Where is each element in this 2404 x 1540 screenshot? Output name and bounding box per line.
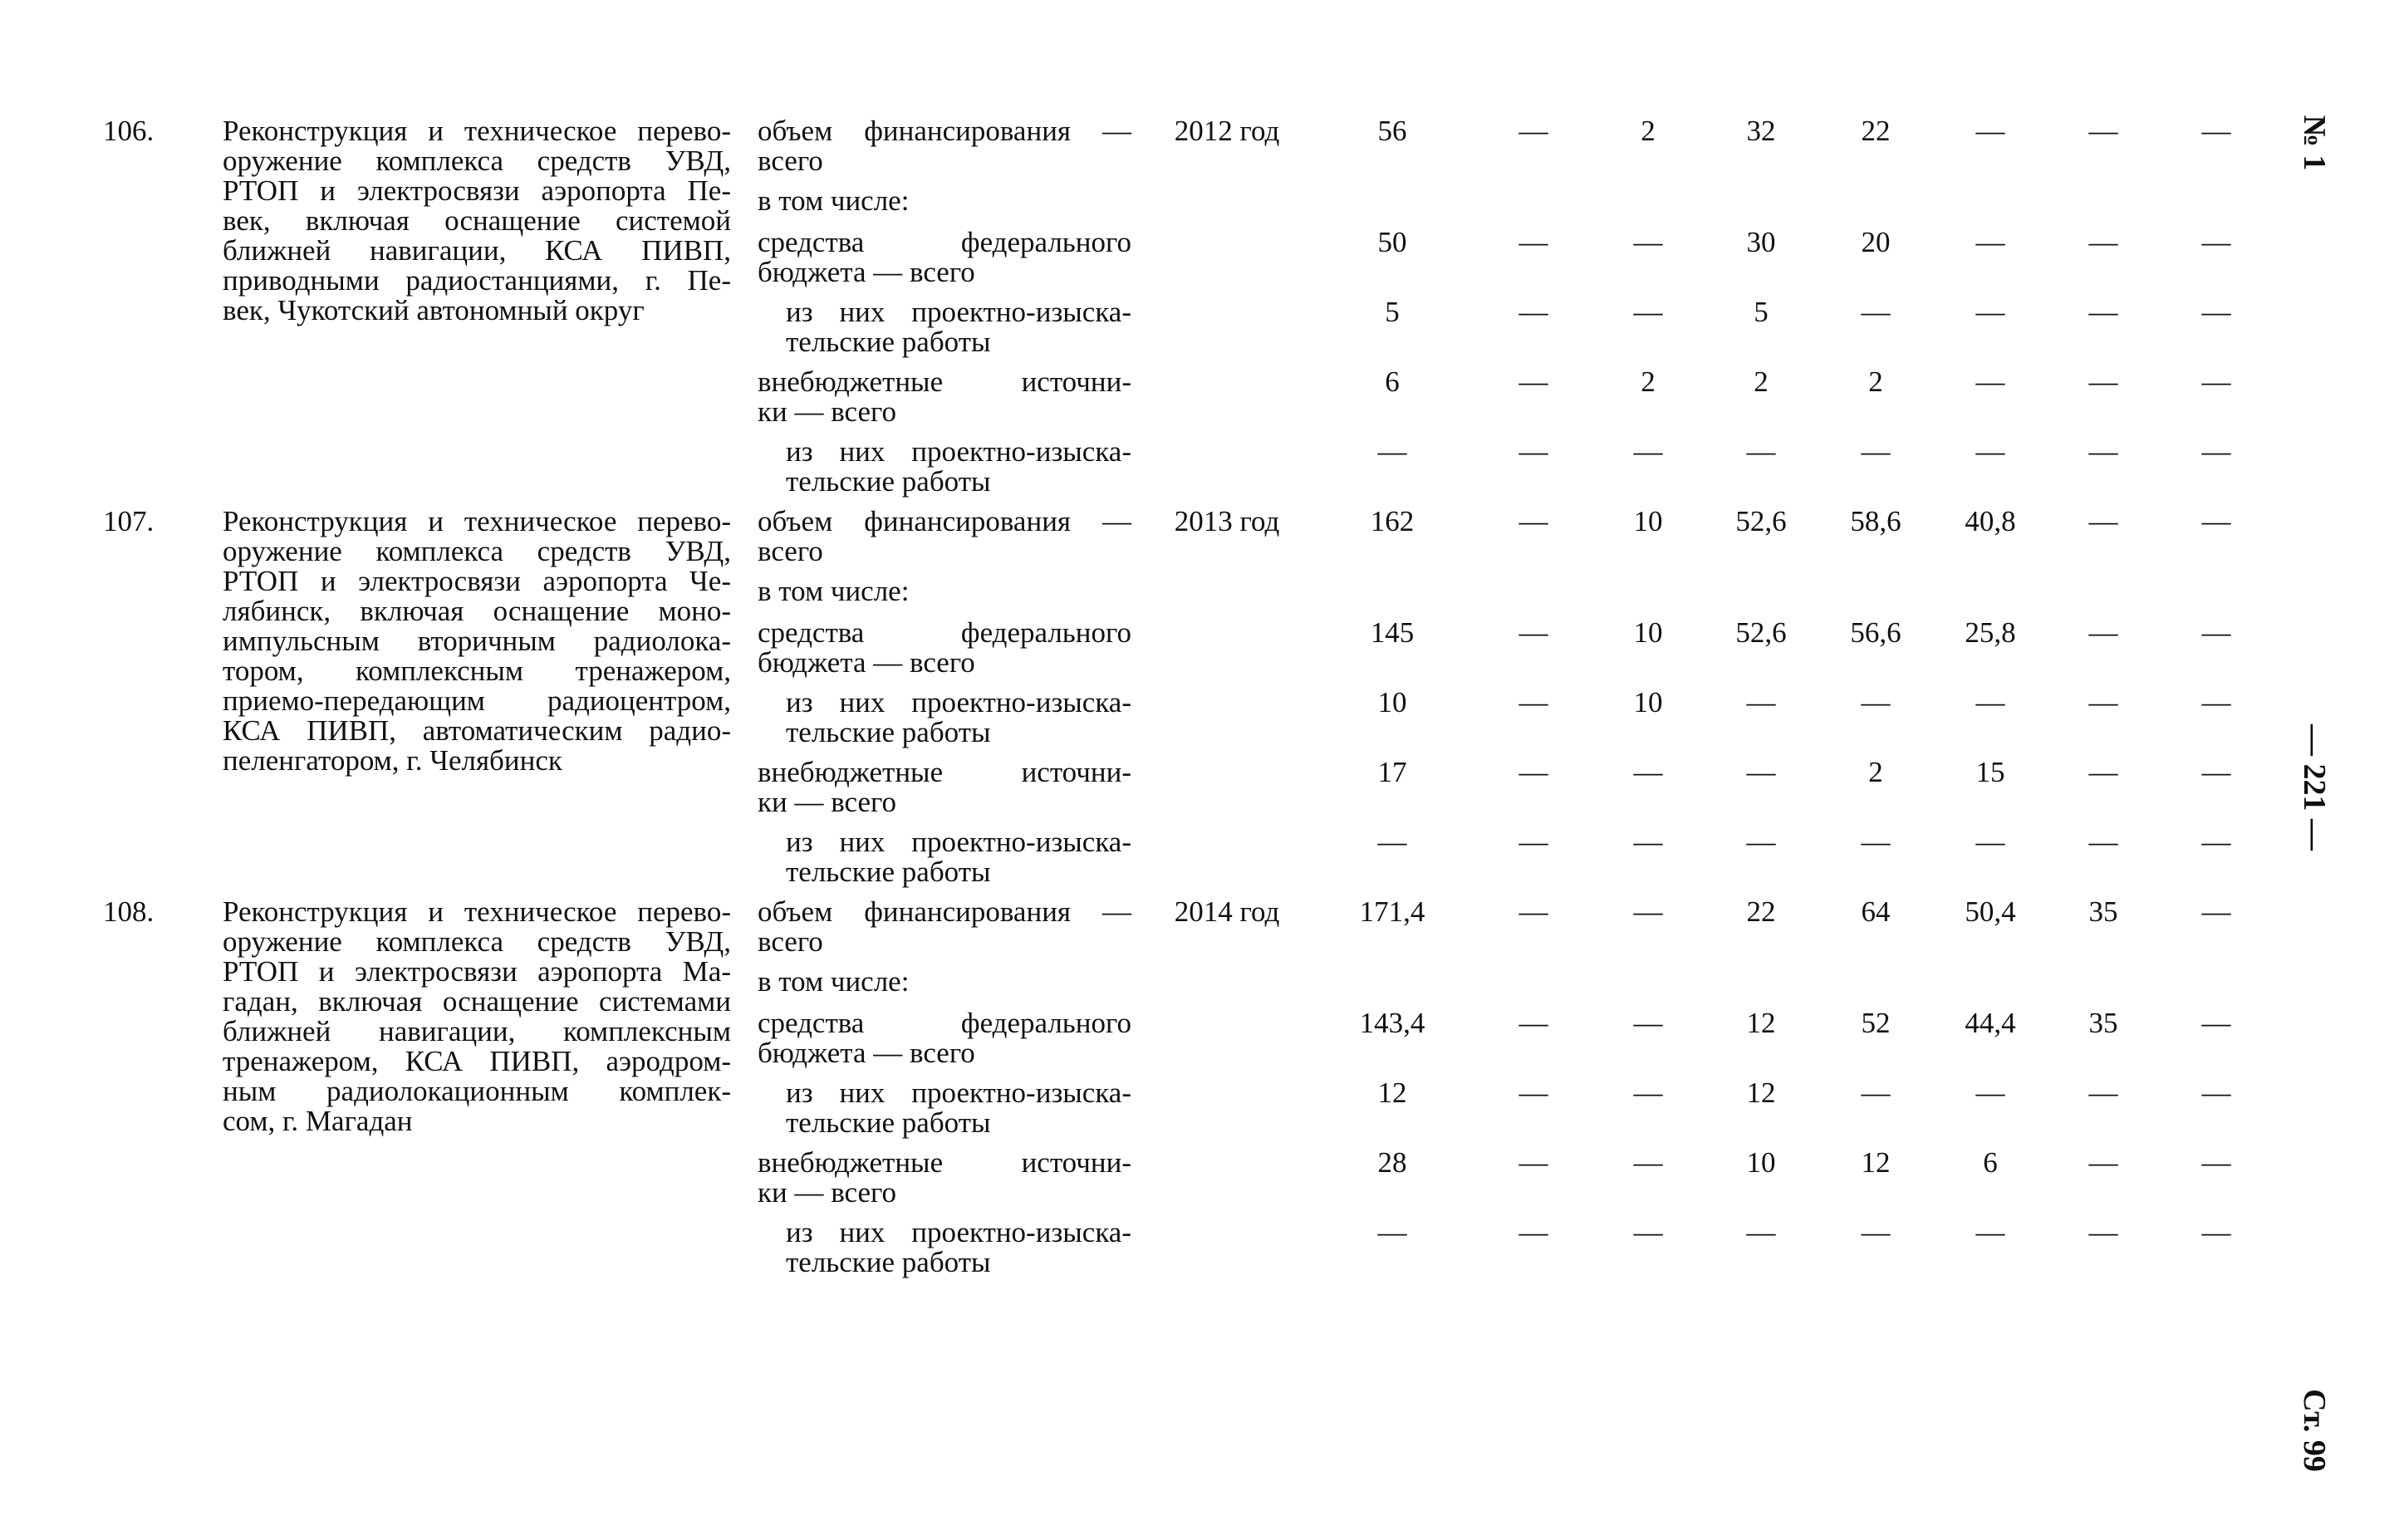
funding-label xyxy=(758,367,1131,427)
funding-label-line: бюджета — всего xyxy=(758,1037,975,1069)
project-title-line: гадан, включая оснащение системами xyxy=(223,985,731,1018)
value-cell: — xyxy=(2201,115,2231,147)
funding-label xyxy=(758,228,1131,287)
project-title-line: ближней навигации, комплексным xyxy=(223,1015,731,1047)
project-title-line: оружение комплекса средств УВД, xyxy=(223,925,731,958)
funding-label-line: внебюджетные источни- xyxy=(758,365,1131,398)
value-cell: 56,6 xyxy=(1850,616,1901,649)
value-cell: — xyxy=(2201,226,2231,258)
project-title-line: ным радиолокационным комплек- xyxy=(223,1075,731,1107)
funding-label-line: из них проектно-изыска- xyxy=(786,826,1131,858)
value-cell: — xyxy=(1746,756,1776,788)
funding-label-line: в том числе: xyxy=(758,965,910,998)
funding-label xyxy=(758,437,1131,497)
funding-label xyxy=(758,967,1131,997)
value-cell: — xyxy=(1975,686,2005,719)
value-cell: 6 xyxy=(1385,365,1400,398)
value-cell: 52,6 xyxy=(1735,616,1787,649)
value-cell: 2 xyxy=(1754,365,1769,398)
value-cell: — xyxy=(1518,1216,1548,1248)
value-cell: — xyxy=(2088,365,2118,398)
funding-label-line: ки — всего xyxy=(758,395,897,428)
project-title-line: ближней навигации, КСА ПИВП, xyxy=(223,234,731,267)
funding-label-line: в том числе: xyxy=(758,184,910,217)
row-number: 106. xyxy=(103,115,155,147)
value-cell: — xyxy=(1861,826,1891,858)
value-cell: — xyxy=(2201,1146,2231,1179)
project-title-line: Реконструкция и техническое перево- xyxy=(223,505,731,537)
project-title-line: пеленгатором, г. Челябинск xyxy=(223,744,562,777)
value-cell: — xyxy=(1975,115,2005,147)
period-year: 2014 год xyxy=(1174,895,1280,928)
value-cell: — xyxy=(2088,1077,2118,1109)
funding-label xyxy=(758,507,1131,566)
value-cell: — xyxy=(1518,365,1548,398)
value-cell: 64 xyxy=(1861,895,1891,928)
project-title-line: тренажером, КСА ПИВП, аэродром- xyxy=(223,1045,731,1077)
value-cell: 35 xyxy=(2088,1007,2118,1039)
funding-label xyxy=(758,688,1131,748)
value-cell: 50,4 xyxy=(1965,895,2016,928)
funding-label-line: всего xyxy=(758,535,823,567)
value-cell: — xyxy=(2088,505,2118,537)
value-cell: — xyxy=(2088,616,2118,649)
funding-label xyxy=(758,758,1131,817)
value-cell: 171,4 xyxy=(1359,895,1425,928)
value-cell: — xyxy=(2088,115,2118,147)
value-cell: — xyxy=(1975,435,2005,468)
value-cell: — xyxy=(1518,826,1548,858)
funding-label xyxy=(758,1078,1131,1138)
value-cell: — xyxy=(2201,756,2231,788)
value-cell: — xyxy=(1861,686,1891,719)
funding-label xyxy=(758,297,1131,357)
value-cell: — xyxy=(1746,686,1776,719)
value-cell: 10 xyxy=(1633,686,1663,719)
value-cell: 10 xyxy=(1746,1146,1776,1179)
value-cell: — xyxy=(1746,1216,1776,1248)
project-title-line: РТОП и электросвязи аэропорта Ма- xyxy=(223,955,731,988)
value-cell: — xyxy=(2201,435,2231,468)
funding-label-line: тельские работы xyxy=(786,465,991,498)
funding-label-line: объем финансирования — xyxy=(758,895,1131,928)
period-year: 2013 год xyxy=(1174,505,1280,537)
funding-label-line: всего xyxy=(758,145,823,177)
value-cell: — xyxy=(2201,895,2231,928)
value-cell: — xyxy=(1633,826,1663,858)
funding-label-line: тельские работы xyxy=(786,716,991,748)
page-number: — 221 — xyxy=(2297,724,2332,851)
funding-label xyxy=(758,576,1131,606)
project-title-line: сом, г. Магадан xyxy=(223,1105,413,1137)
project-title xyxy=(223,507,731,776)
project-title-line: КСА ПИВП, автоматическим радио- xyxy=(223,714,731,747)
funding-label-line: из них проектно-изыска- xyxy=(786,686,1131,719)
value-cell: — xyxy=(1633,1146,1663,1179)
value-cell: — xyxy=(2088,756,2118,788)
value-cell: — xyxy=(2088,226,2118,258)
funding-label-line: бюджета — всего xyxy=(758,646,975,679)
funding-label-line: всего xyxy=(758,925,823,958)
project-title-line: оружение комплекса средств УВД, xyxy=(223,535,731,567)
value-cell: — xyxy=(1518,435,1548,468)
value-cell: — xyxy=(1518,296,1548,328)
project-title-line: Реконструкция и техническое перево- xyxy=(223,115,731,147)
value-cell: — xyxy=(2088,1146,2118,1179)
value-cell: — xyxy=(1633,1007,1663,1039)
value-cell: 50 xyxy=(1377,226,1407,258)
value-cell: — xyxy=(1975,296,2005,328)
value-cell: 22 xyxy=(1861,115,1891,147)
value-cell: 30 xyxy=(1746,226,1776,258)
funding-label-line: ки — всего xyxy=(758,786,897,818)
funding-label-line: тельские работы xyxy=(786,1246,991,1278)
value-cell: — xyxy=(1861,435,1891,468)
issue-number: № 1 xyxy=(2297,115,2332,171)
value-cell: — xyxy=(1518,1146,1548,1179)
value-cell: — xyxy=(2201,826,2231,858)
value-cell: — xyxy=(2088,296,2118,328)
project-title-line: век, включая оснащение системой xyxy=(223,204,731,237)
value-cell: — xyxy=(1518,505,1548,537)
row-number: 108. xyxy=(103,895,155,928)
value-cell: — xyxy=(1518,226,1548,258)
value-cell: 17 xyxy=(1377,756,1407,788)
funding-label-line: из них проектно-изыска- xyxy=(786,435,1131,468)
value-cell: 10 xyxy=(1633,505,1663,537)
value-cell: 44,4 xyxy=(1965,1007,2016,1039)
value-cell: — xyxy=(1975,365,2005,398)
project-title-line: оружение комплекса средств УВД, xyxy=(223,145,731,177)
value-cell: — xyxy=(1975,1216,2005,1248)
funding-label xyxy=(758,618,1131,678)
funding-label xyxy=(758,1008,1131,1068)
value-cell: 28 xyxy=(1377,1146,1407,1179)
value-cell: — xyxy=(1518,756,1548,788)
value-cell: — xyxy=(1518,686,1548,719)
value-cell: — xyxy=(2201,1007,2231,1039)
project-title-line: Реконструкция и техническое перево- xyxy=(223,895,731,928)
funding-label-line: из них проектно-изыска- xyxy=(786,1077,1131,1109)
value-cell: 20 xyxy=(1861,226,1891,258)
value-cell: 58,6 xyxy=(1850,505,1901,537)
value-cell: 25,8 xyxy=(1965,616,2016,649)
value-cell: 40,8 xyxy=(1965,505,2016,537)
value-cell: 2 xyxy=(1641,115,1656,147)
funding-label-line: средства федерального xyxy=(758,616,1131,649)
funding-label-line: объем финансирования — xyxy=(758,505,1131,537)
value-cell: — xyxy=(1861,1077,1891,1109)
value-cell: — xyxy=(2201,1077,2231,1109)
funding-label xyxy=(758,827,1131,887)
value-cell: — xyxy=(1377,826,1407,858)
project-title xyxy=(223,897,731,1136)
funding-label-line: тельские работы xyxy=(786,326,991,358)
value-cell: 52 xyxy=(1861,1007,1891,1039)
value-cell: 10 xyxy=(1633,616,1663,649)
project-title-line: приемо-передающим радиоцентром, xyxy=(223,684,731,717)
project-title-line: РТОП и электросвязи аэропорта Пе- xyxy=(223,174,731,207)
value-cell: — xyxy=(1377,435,1407,468)
value-cell: — xyxy=(1746,435,1776,468)
value-cell: 12 xyxy=(1861,1146,1891,1179)
value-cell: 32 xyxy=(1746,115,1776,147)
funding-label-line: внебюджетные источни- xyxy=(758,1146,1131,1179)
project-title xyxy=(223,116,731,326)
value-cell: 162 xyxy=(1370,505,1415,537)
value-cell: — xyxy=(1633,435,1663,468)
funding-label-line: в том числе: xyxy=(758,575,910,607)
value-cell: — xyxy=(2201,1216,2231,1248)
value-cell: — xyxy=(1633,756,1663,788)
value-cell: — xyxy=(1518,616,1548,649)
value-cell: — xyxy=(2088,686,2118,719)
value-cell: — xyxy=(1975,1077,2005,1109)
value-cell: — xyxy=(2201,616,2231,649)
value-cell: — xyxy=(2088,435,2118,468)
funding-label xyxy=(758,116,1131,176)
value-cell: — xyxy=(1633,1216,1663,1248)
project-title-line: РТОП и электросвязи аэропорта Че- xyxy=(223,565,731,597)
article-number: Ст. 99 xyxy=(2297,1389,2332,1472)
funding-label xyxy=(758,897,1131,957)
project-title-line: век, Чукотский автономный округ xyxy=(223,294,645,326)
value-cell: 15 xyxy=(1975,756,2005,788)
value-cell: — xyxy=(2088,826,2118,858)
funding-label-line: бюджета — всего xyxy=(758,256,975,288)
value-cell: — xyxy=(2201,296,2231,328)
value-cell: 5 xyxy=(1754,296,1769,328)
row-number: 107. xyxy=(103,505,155,537)
value-cell: 143,4 xyxy=(1359,1007,1425,1039)
value-cell: — xyxy=(1633,1077,1663,1109)
project-title-line: лябинск, включая оснащение моно- xyxy=(223,595,731,627)
value-cell: — xyxy=(1861,1216,1891,1248)
funding-label-line: из них проектно-изыска- xyxy=(786,296,1131,328)
funding-label-line: тельские работы xyxy=(786,1106,991,1139)
value-cell: — xyxy=(1633,895,1663,928)
value-cell: 12 xyxy=(1746,1077,1776,1109)
value-cell: — xyxy=(1377,1216,1407,1248)
value-cell: 2 xyxy=(1868,365,1883,398)
project-title-line: приводными радиостанциями, г. Пе- xyxy=(223,264,731,297)
value-cell: 6 xyxy=(1983,1146,1998,1179)
value-cell: 10 xyxy=(1377,686,1407,719)
value-cell: 22 xyxy=(1746,895,1776,928)
funding-label-line: ки — всего xyxy=(758,1176,897,1209)
value-cell: — xyxy=(1518,115,1548,147)
value-cell: — xyxy=(2201,365,2231,398)
value-cell: 145 xyxy=(1370,616,1415,649)
value-cell: — xyxy=(1518,1007,1548,1039)
project-title-line: импульсным вторичным радиолока- xyxy=(223,625,731,657)
value-cell: — xyxy=(1975,826,2005,858)
value-cell: — xyxy=(1518,1077,1548,1109)
funding-label xyxy=(758,186,1131,216)
funding-label-line: внебюджетные источни- xyxy=(758,756,1131,788)
value-cell: 2 xyxy=(1868,756,1883,788)
value-cell: — xyxy=(1861,296,1891,328)
value-cell: 12 xyxy=(1746,1007,1776,1039)
funding-label-line: из них проектно-изыска- xyxy=(786,1216,1131,1248)
value-cell: 12 xyxy=(1377,1077,1407,1109)
funding-label-line: объем финансирования — xyxy=(758,115,1131,147)
funding-label-line: тельские работы xyxy=(786,856,991,888)
value-cell: — xyxy=(1518,895,1548,928)
value-cell: 5 xyxy=(1385,296,1400,328)
funding-label-line: средства федерального xyxy=(758,1007,1131,1039)
value-cell: — xyxy=(1746,826,1776,858)
funding-label xyxy=(758,1218,1131,1278)
value-cell: — xyxy=(2088,1216,2118,1248)
value-cell: 2 xyxy=(1641,365,1656,398)
value-cell: 35 xyxy=(2088,895,2118,928)
value-cell: — xyxy=(2201,686,2231,719)
funding-label-line: средства федерального xyxy=(758,226,1131,258)
value-cell: — xyxy=(2201,505,2231,537)
funding-label xyxy=(758,1148,1131,1208)
value-cell: 52,6 xyxy=(1735,505,1787,537)
value-cell: — xyxy=(1975,226,2005,258)
project-title-line: тором, комплексным тренажером, xyxy=(223,655,731,687)
value-cell: 56 xyxy=(1377,115,1407,147)
value-cell: — xyxy=(1633,296,1663,328)
value-cell: — xyxy=(1633,226,1663,258)
period-year: 2012 год xyxy=(1174,115,1280,147)
